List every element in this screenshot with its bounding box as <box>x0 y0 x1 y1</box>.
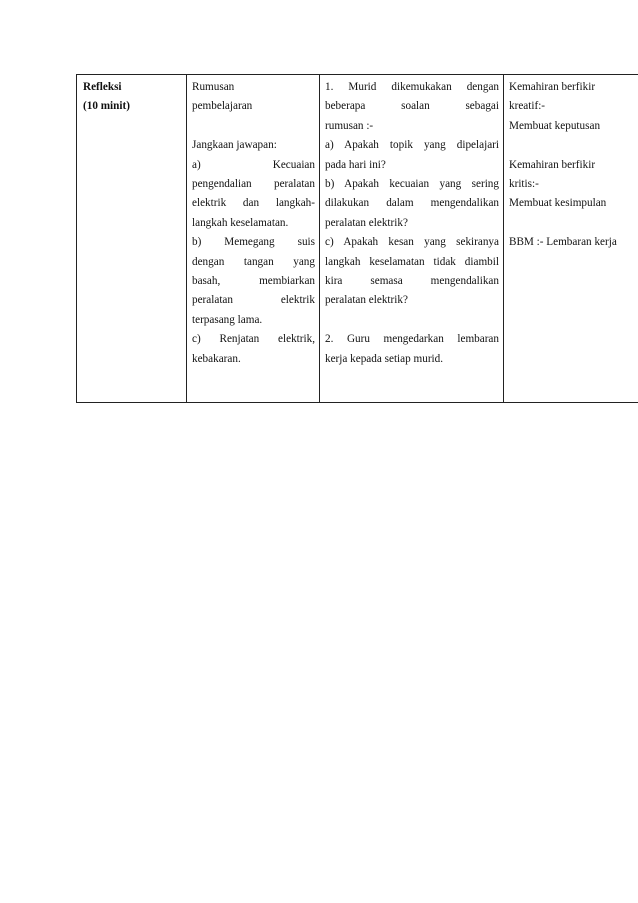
step-title-line: Rumusan <box>192 81 235 93</box>
activity-line: c) Apakah kesan yang sekiranya <box>325 236 499 249</box>
activity-cell <box>320 75 504 403</box>
notes-line: BBM :- Lembaran kerja <box>509 236 617 249</box>
activity-line: beberapa soalan sebagai <box>325 100 499 113</box>
notes-cell <box>504 75 638 403</box>
spacer <box>192 117 315 136</box>
spacer <box>509 136 638 155</box>
activity-line: a) Apakah topik yang dipelajari <box>325 139 499 152</box>
answer-line: basah, membiarkan <box>192 275 315 288</box>
activity-line: pada hari ini? <box>325 158 386 171</box>
activity-line: 2. Guru mengedarkan lembaran <box>325 333 499 346</box>
answer-line: langkah keselamatan. <box>192 216 289 229</box>
answer-line: peralatan elektrik <box>192 294 315 307</box>
activity-line: 1. Murid dikemukakan dengan <box>325 81 499 93</box>
answers-heading: Jangkaan jawapan: <box>192 139 277 152</box>
notes-line: Membuat kesimpulan <box>509 197 607 210</box>
notes-line: Kemahiran berfikir <box>509 81 596 93</box>
answer-line: a) Kecuaian <box>192 158 315 171</box>
answer-line: c) Renjatan elektrik, <box>192 333 315 346</box>
answer-line: elektrik dan langkah- <box>192 197 315 210</box>
activity-line: langkah keselamatan tidak diambil <box>325 255 499 268</box>
spacer <box>509 214 638 233</box>
answer-line: pengendalian peralatan <box>192 178 315 191</box>
activity-line: kerja kepada setiap murid. <box>325 352 444 365</box>
activity-line: dilakukan dalam mengendalikan <box>325 197 499 210</box>
step-cell <box>187 75 320 403</box>
answer-line: kebakaran. <box>192 352 241 365</box>
table-row <box>77 75 638 403</box>
activity-line: kira semasa mengendalikan <box>325 275 499 288</box>
activity-line: peralatan elektrik? <box>325 216 408 229</box>
lesson-plan-table <box>76 74 638 403</box>
phase-title: Refleksi <box>83 81 122 93</box>
activity-line: b) Apakah kecuaian yang sering <box>325 178 499 191</box>
spacer <box>325 311 499 330</box>
answer-line: b) Memegang suis <box>192 236 315 249</box>
answer-line: terpasang lama. <box>192 313 263 326</box>
phase-duration: (10 minit) <box>83 100 130 113</box>
answer-line: dengan tangan yang <box>192 255 315 268</box>
phase-cell <box>77 75 187 403</box>
notes-line: Membuat keputusan <box>509 119 601 132</box>
activity-line: rumusan :- <box>325 119 374 132</box>
notes-line: kreatif:- <box>509 100 546 113</box>
notes-line: kritis:- <box>509 178 539 191</box>
notes-line: Kemahiran berfikir <box>509 158 596 171</box>
activity-line: peralatan elektrik? <box>325 294 408 307</box>
step-title-line: pembelajaran <box>192 100 253 113</box>
